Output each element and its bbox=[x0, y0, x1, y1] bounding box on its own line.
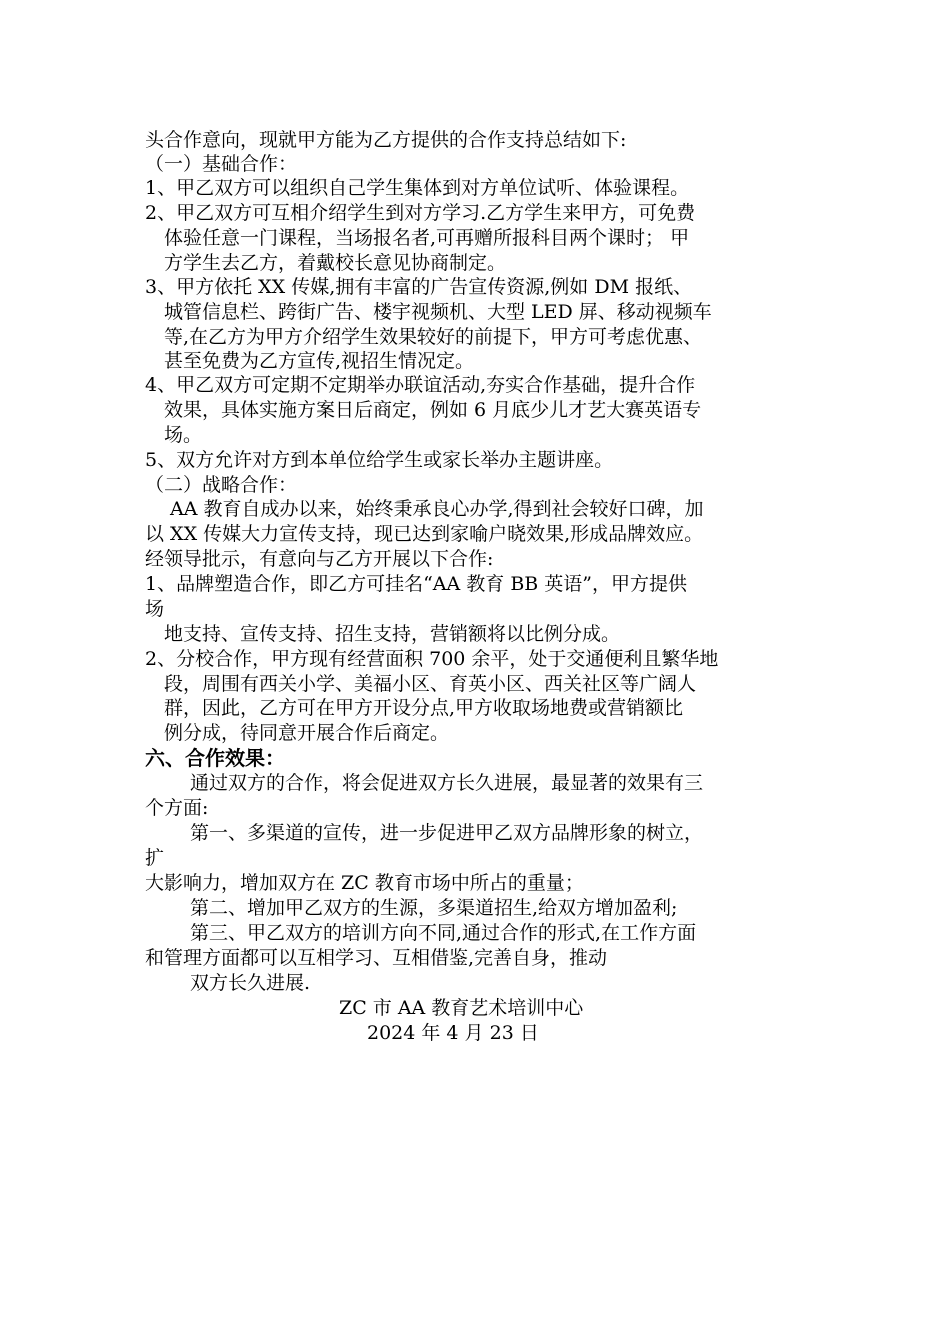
strategic-item-2-line-1: 2、分校合作，甲方现有经营面积 700 余平，处于交通便利且繁华地 bbox=[145, 648, 719, 670]
effect-paragraph-line-1: 通过双方的合作，将会促进双方长久进展，最显著的效果有三 bbox=[190, 772, 704, 794]
basic-item-2-line-3: 方学生去乙方，着戴校长意见协商制定。 bbox=[164, 252, 507, 274]
strategic-paragraph-line-1: AA 教育自成办以来，始终秉承良心办学,得到社会较好口碑，加 bbox=[170, 498, 704, 520]
basic-item-4-line-1: 4、甲乙双方可定期不定期举办联谊活动,夯实合作基础，提升合作 bbox=[145, 374, 696, 396]
basic-item-3-line-1: 3、甲方依托 XX 传媒,拥有丰富的广告宣传资源,例如 DM 报纸、 bbox=[145, 276, 693, 298]
basic-item-2-line-1: 2、甲乙双方可互相介绍学生到对方学习.乙方学生来甲方，可免费 bbox=[145, 202, 696, 224]
signature-date: 2024 年 4 月 23 日 bbox=[367, 1022, 539, 1044]
strategic-item-2-line-2: 段，周围有西关小学、美福小区、育英小区、西关社区等广阔人 bbox=[164, 673, 697, 695]
effect-item-1-line-2: 扩 bbox=[145, 847, 165, 869]
effect-item-2: 第二、增加甲乙双方的生源，多渠道招生,给双方增加盈利; bbox=[190, 897, 678, 919]
basic-item-1: 1、甲乙双方可以组织自己学生集体到对方单位试听、体验课程。 bbox=[145, 177, 690, 199]
effect-item-1-line-1: 第一、多渠道的宣传，进一步促进甲乙双方品牌形象的树立， bbox=[190, 822, 704, 844]
strategic-cooperation-heading: （二）战略合作： bbox=[145, 474, 298, 496]
basic-item-3-line-3: 等,在乙方为甲方介绍学生效果较好的前提下，甲方可考虑优惠、 bbox=[164, 326, 703, 348]
basic-item-4-line-3: 场。 bbox=[164, 424, 203, 446]
basic-item-4-line-2: 效果，具体实施方案日后商定，例如 6 月底少儿才艺大赛英语专 bbox=[164, 399, 702, 421]
strategic-paragraph-line-2: 以 XX 传媒大力宣传支持，现已达到家喻户晓效果,形成品牌效应。 bbox=[145, 523, 704, 545]
basic-item-5: 5、双方允许对方到本单位给学生或家长举办主题讲座。 bbox=[145, 449, 614, 471]
basic-item-3-line-2: 城管信息栏、跨街广告、楼宇视频机、大型 LED 屏、移动视频车 bbox=[164, 301, 712, 323]
strategic-item-2-line-4: 例分成，待同意开展合作后商定。 bbox=[164, 722, 450, 744]
strategic-item-1-line-1: 1、品牌塑造合作，即乙方可挂名“AA 教育 BB 英语”，甲方提供 bbox=[145, 573, 688, 595]
strategic-item-2-line-3: 群，因此，乙方可在甲方开设分点,甲方收取场地费或营销额比 bbox=[164, 697, 684, 719]
effect-item-3-line-2: 和管理方面都可以互相学习、互相借鉴,完善自身，推动 bbox=[145, 947, 608, 969]
strategic-item-1-line-2: 场 bbox=[145, 598, 165, 620]
effect-item-1-line-3: 大影响力，增加双方在 ZC 教育市场中所占的重量； bbox=[145, 872, 584, 894]
effect-paragraph-line-2: 个方面: bbox=[145, 797, 209, 819]
intro-line: 头合作意向，现就甲方能为乙方提供的合作支持总结如下: bbox=[145, 129, 627, 151]
strategic-item-1-line-3: 地支持、宣传支持、招生支持，营销额将以比例分成。 bbox=[164, 623, 621, 645]
strategic-paragraph-line-3: 经领导批示，有意向与乙方开展以下合作: bbox=[145, 548, 494, 570]
basic-cooperation-heading: （一）基础合作： bbox=[145, 153, 298, 175]
section-6-heading: 六、合作效果： bbox=[145, 746, 285, 770]
effect-item-3-line-3: 双方长久进展. bbox=[190, 972, 311, 994]
basic-item-3-line-4: 甚至免费为乙方宣传,视招生情况定。 bbox=[164, 350, 475, 372]
basic-item-2-line-2: 体验任意一门课程，当场报名者,可再赠所报科目两个课时； 甲 bbox=[164, 227, 690, 249]
effect-item-3-line-1: 第三、甲乙双方的培训方向不同,通过合作的形式,在工作方面 bbox=[190, 922, 697, 944]
signature-organization: ZC 市 AA 教育艺术培训中心 bbox=[339, 997, 584, 1019]
